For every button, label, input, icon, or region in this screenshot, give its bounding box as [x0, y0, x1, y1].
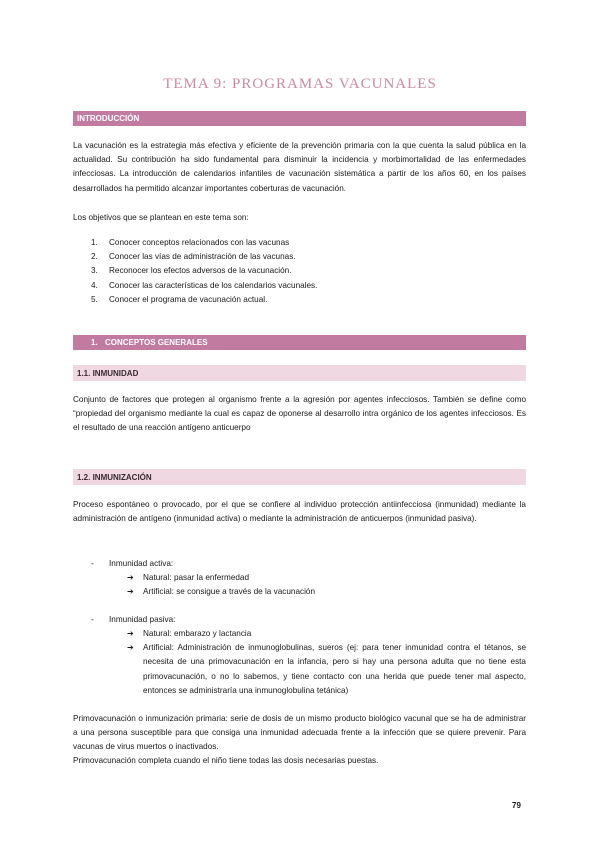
section-header-label: CONCEPTOS GENERALES — [105, 338, 208, 347]
objectives-list — [91, 236, 317, 307]
list-item: 5. Conocer el programa de vacunación actual. — [91, 294, 268, 304]
section-header-introduccion — [73, 111, 526, 126]
inmunidad-activa-list — [127, 571, 526, 599]
list-item: ➔ Natural: pasar la enfermedad — [127, 571, 526, 585]
list-item: 2. Conocer las vías de administración de las vacunas. — [91, 252, 296, 262]
section-header-label: INTRODUCCIÓN — [77, 114, 140, 123]
arrow-right-icon: ➔ — [127, 573, 134, 582]
inmunidad-pasiva-label: - Inmunidad pasiva: — [91, 615, 176, 624]
subsection-header-inmunidad — [73, 365, 526, 381]
inmunidad-pasiva-list — [127, 627, 526, 698]
list-item: 4. Conocer las características de los calendarios vacunales. — [91, 280, 318, 290]
subsection-header-label: 1.2. INMUNIZACIÓN — [77, 472, 152, 482]
list-item: ➔ Artificial: se consigue a través de la vacunación — [127, 585, 526, 599]
arrow-right-icon: ➔ — [127, 643, 134, 653]
list-item: ➔ Artificial: Administración de inmunoglobulinas, sueros (ej: para tener inmunidad contra el tétanos, se necesita de una primovacunación en la infancia, pero si hay una persona adulta que no tiene esta primovacunación, o no lo sabemos, y tiene contacto con una herida que puede tener mal aspecto, entonces se administraría una inmunoglobulina tetánica) — [127, 641, 526, 698]
primovacunacion-completa: Primovacunación completa cuando el niño tiene todas las dosis necesarias puestas. — [73, 756, 379, 765]
subsection-header-label: 1.1. INMUNIDAD — [77, 368, 139, 378]
page-title: TEMA 9: PROGRAMAS VACUNALES — [163, 76, 437, 92]
arrow-right-icon: ➔ — [127, 629, 134, 638]
section-number: 1. — [91, 338, 98, 347]
objectives-intro: Los objetivos que se plantean en este tema son: — [73, 213, 249, 222]
primovacunacion-paragraph: Primovacunación o inmunización primaria: serie de dosis de un mismo producto biológico vacunal que se ha de administrar a una persona susceptible para que consiga una inmunidad adecuada frente a la infección que se quiere prevenir. Para vacunas de virus muertos o inactivados. — [73, 714, 526, 752]
list-item: 3. Reconocer los efectos adversos de la vacunación. — [91, 266, 292, 276]
section-header-conceptos — [73, 335, 526, 350]
list-item: ➔ Natural: embarazo y lactancia — [127, 627, 526, 641]
page-number: 79 — [512, 801, 521, 810]
list-item: 1. Conocer conceptos relacionados con las vacunas — [91, 238, 290, 247]
inmunizacion-paragraph: Proceso espontáneo o provocado, por el que se confiere al individuo protección antiinfecciosa (inmunidad) mediante la administración de antígeno (inmunidad activa) o mediante la administración de anticuerpos (inmunidad pasiva). — [73, 500, 526, 524]
intro-paragraph: La vacunación es la estrategia más efectiva y eficiente de la prevención primaria con la que cuenta la salud pública en la actualidad. Su contribución ha sido fundamental para disminuir la incidencia y morbimortalidad de las enfermedades infecciosas. La introducción de calendarios infantiles de vacunación sistemática a partir de los años 60, en los países desarrollados ha permitido alcanzar importantes coberturas de vacunación. — [73, 141, 526, 193]
arrow-right-icon: ➔ — [127, 587, 134, 597]
inmunidad-activa-label: - Inmunidad activa: — [91, 559, 174, 568]
subsection-header-inmunizacion — [73, 469, 526, 485]
inmunidad-paragraph: Conjunto de factores que protegen al organismo frente a la agresión por agentes infecciosos. También se define como “propiedad del organismo mediante la cual es capaz de oponerse al desarrollo intra orgánico de los agentes infecciosos. Es el resultado de una reacción antígeno anticuerpo — [73, 395, 526, 433]
